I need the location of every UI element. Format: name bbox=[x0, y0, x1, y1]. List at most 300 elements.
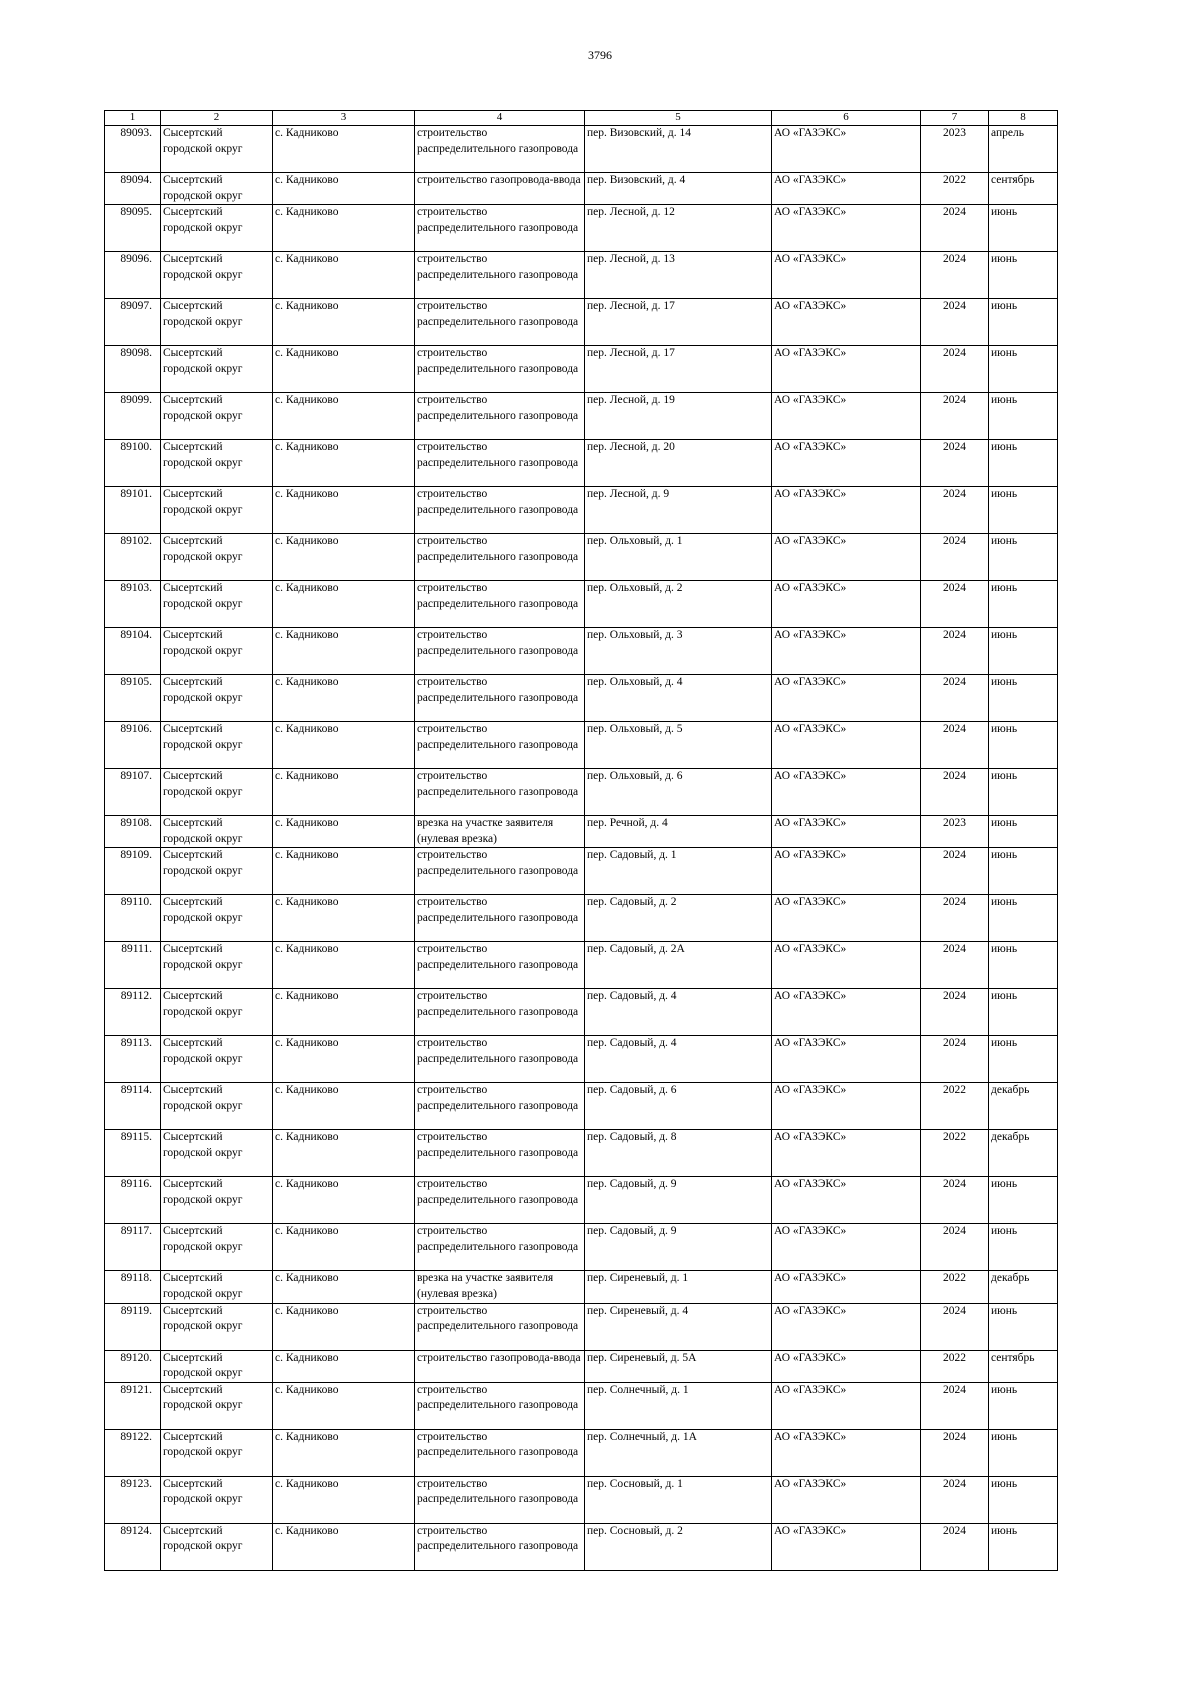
row-number-cell: 89096. bbox=[105, 252, 161, 299]
month-cell: сентябрь bbox=[989, 173, 1058, 205]
month-cell: июнь bbox=[989, 1476, 1058, 1523]
address-cell: пер. Лесной, д. 9 bbox=[585, 487, 772, 534]
year-cell: 2024 bbox=[921, 1429, 989, 1476]
year-cell: 2022 bbox=[921, 1130, 989, 1177]
row-number-cell: 89113. bbox=[105, 1036, 161, 1083]
year-cell: 2022 bbox=[921, 1350, 989, 1382]
row-number-cell: 89112. bbox=[105, 989, 161, 1036]
settlement-cell: с. Кадниково bbox=[273, 1036, 415, 1083]
municipality-cell: Сысертский городской округ bbox=[161, 393, 273, 440]
year-cell: 2024 bbox=[921, 581, 989, 628]
municipality-cell: Сысертский городской округ bbox=[161, 1130, 273, 1177]
organization-cell: АО «ГАЗЭКС» bbox=[772, 1303, 921, 1350]
work-type-cell: строительство распределительного газопровода bbox=[415, 1130, 585, 1177]
year-cell: 2024 bbox=[921, 299, 989, 346]
settlement-cell: с. Кадниково bbox=[273, 1350, 415, 1382]
page-number: 3796 bbox=[588, 48, 612, 62]
work-type-cell: строительство распределительного газопровода bbox=[415, 1476, 585, 1523]
table-row bbox=[105, 848, 1058, 895]
organization-cell: АО «ГАЗЭКС» bbox=[772, 1350, 921, 1382]
settlement-cell: с. Кадниково bbox=[273, 581, 415, 628]
column-header: 4 bbox=[415, 111, 585, 126]
settlement-cell: с. Кадниково bbox=[273, 816, 415, 848]
municipality-cell: Сысертский городской округ bbox=[161, 675, 273, 722]
row-number-cell: 89099. bbox=[105, 393, 161, 440]
settlement-cell: с. Кадниково bbox=[273, 440, 415, 487]
table-row bbox=[105, 1083, 1058, 1130]
table-row bbox=[105, 581, 1058, 628]
month-cell: июнь bbox=[989, 816, 1058, 848]
year-cell: 2024 bbox=[921, 346, 989, 393]
address-cell: пер. Солнечный, д. 1А bbox=[585, 1429, 772, 1476]
address-cell: пер. Садовый, д. 4 bbox=[585, 1036, 772, 1083]
month-cell: июнь bbox=[989, 205, 1058, 252]
address-cell: пер. Садовый, д. 9 bbox=[585, 1224, 772, 1271]
month-cell: июнь bbox=[989, 581, 1058, 628]
month-cell: июнь bbox=[989, 1177, 1058, 1224]
address-cell: пер. Садовый, д. 8 bbox=[585, 1130, 772, 1177]
organization-cell: АО «ГАЗЭКС» bbox=[772, 581, 921, 628]
address-cell: пер. Речной, д. 4 bbox=[585, 816, 772, 848]
municipality-cell: Сысертский городской округ bbox=[161, 942, 273, 989]
municipality-cell: Сысертский городской округ bbox=[161, 1476, 273, 1523]
year-cell: 2022 bbox=[921, 1271, 989, 1303]
row-number-cell: 89122. bbox=[105, 1429, 161, 1476]
work-type-cell: строительство распределительного газопровода bbox=[415, 299, 585, 346]
month-cell: июнь bbox=[989, 440, 1058, 487]
work-type-cell: врезка на участке заявителя (нулевая врезка) bbox=[415, 1271, 585, 1303]
municipality-cell: Сысертский городской округ bbox=[161, 816, 273, 848]
organization-cell: АО «ГАЗЭКС» bbox=[772, 848, 921, 895]
settlement-cell: с. Кадниково bbox=[273, 1476, 415, 1523]
municipality-cell: Сысертский городской округ bbox=[161, 848, 273, 895]
address-cell: пер. Сосновый, д. 2 bbox=[585, 1523, 772, 1570]
table-row bbox=[105, 1382, 1058, 1429]
table-row bbox=[105, 252, 1058, 299]
year-cell: 2024 bbox=[921, 848, 989, 895]
address-cell: пер. Лесной, д. 19 bbox=[585, 393, 772, 440]
year-cell: 2024 bbox=[921, 1476, 989, 1523]
organization-cell: АО «ГАЗЭКС» bbox=[772, 1083, 921, 1130]
row-number-cell: 89121. bbox=[105, 1382, 161, 1429]
row-number-cell: 89104. bbox=[105, 628, 161, 675]
organization-cell: АО «ГАЗЭКС» bbox=[772, 173, 921, 205]
month-cell: декабрь bbox=[989, 1083, 1058, 1130]
month-cell: июнь bbox=[989, 722, 1058, 769]
table-row bbox=[105, 534, 1058, 581]
table-row bbox=[105, 487, 1058, 534]
municipality-cell: Сысертский городской округ bbox=[161, 487, 273, 534]
year-cell: 2023 bbox=[921, 816, 989, 848]
settlement-cell: с. Кадниково bbox=[273, 1303, 415, 1350]
work-type-cell: строительство распределительного газопровода bbox=[415, 252, 585, 299]
municipality-cell: Сысертский городской округ bbox=[161, 126, 273, 173]
organization-cell: АО «ГАЗЭКС» bbox=[772, 1271, 921, 1303]
year-cell: 2022 bbox=[921, 1083, 989, 1130]
table-row bbox=[105, 722, 1058, 769]
row-number-cell: 89095. bbox=[105, 205, 161, 252]
municipality-cell: Сысертский городской округ bbox=[161, 628, 273, 675]
row-number-cell: 89100. bbox=[105, 440, 161, 487]
month-cell: июнь bbox=[989, 534, 1058, 581]
work-type-cell: строительство распределительного газопровода bbox=[415, 989, 585, 1036]
settlement-cell: с. Кадниково bbox=[273, 628, 415, 675]
address-cell: пер. Лесной, д. 17 bbox=[585, 299, 772, 346]
settlement-cell: с. Кадниково bbox=[273, 299, 415, 346]
settlement-cell: с. Кадниково bbox=[273, 205, 415, 252]
month-cell: июнь bbox=[989, 848, 1058, 895]
address-cell: пер. Ольховый, д. 4 bbox=[585, 675, 772, 722]
municipality-cell: Сысертский городской округ bbox=[161, 1083, 273, 1130]
table-row bbox=[105, 942, 1058, 989]
table-row bbox=[105, 675, 1058, 722]
row-number-cell: 89109. bbox=[105, 848, 161, 895]
address-cell: пер. Ольховый, д. 1 bbox=[585, 534, 772, 581]
month-cell: июнь bbox=[989, 1303, 1058, 1350]
address-cell: пер. Садовый, д. 6 bbox=[585, 1083, 772, 1130]
table-row bbox=[105, 1303, 1058, 1350]
settlement-cell: с. Кадниково bbox=[273, 722, 415, 769]
organization-cell: АО «ГАЗЭКС» bbox=[772, 1224, 921, 1271]
organization-cell: АО «ГАЗЭКС» bbox=[772, 1523, 921, 1570]
header-row bbox=[105, 111, 1058, 126]
address-cell: пер. Садовый, д. 1 bbox=[585, 848, 772, 895]
organization-cell: АО «ГАЗЭКС» bbox=[772, 1177, 921, 1224]
organization-cell: АО «ГАЗЭКС» bbox=[772, 675, 921, 722]
row-number-cell: 89115. bbox=[105, 1130, 161, 1177]
year-cell: 2024 bbox=[921, 252, 989, 299]
municipality-cell: Сысертский городской округ bbox=[161, 1523, 273, 1570]
column-header: 5 bbox=[585, 111, 772, 126]
organization-cell: АО «ГАЗЭКС» bbox=[772, 816, 921, 848]
table-row bbox=[105, 1130, 1058, 1177]
work-type-cell: строительство распределительного газопровода bbox=[415, 393, 585, 440]
table-row bbox=[105, 989, 1058, 1036]
organization-cell: АО «ГАЗЭКС» bbox=[772, 440, 921, 487]
year-cell: 2024 bbox=[921, 628, 989, 675]
table-row bbox=[105, 205, 1058, 252]
year-cell: 2024 bbox=[921, 675, 989, 722]
address-cell: пер. Сиреневый, д. 4 bbox=[585, 1303, 772, 1350]
settlement-cell: с. Кадниково bbox=[273, 1382, 415, 1429]
work-type-cell: строительство газопровода-ввода bbox=[415, 1350, 585, 1382]
settlement-cell: с. Кадниково bbox=[273, 534, 415, 581]
month-cell: июнь bbox=[989, 1382, 1058, 1429]
table-row bbox=[105, 173, 1058, 205]
table-row bbox=[105, 346, 1058, 393]
table-header bbox=[105, 111, 1058, 126]
work-type-cell: строительство распределительного газопровода bbox=[415, 126, 585, 173]
column-header: 8 bbox=[989, 111, 1058, 126]
table-row bbox=[105, 1177, 1058, 1224]
address-cell: пер. Садовый, д. 2А bbox=[585, 942, 772, 989]
municipality-cell: Сысертский городской округ bbox=[161, 1303, 273, 1350]
municipality-cell: Сысертский городской округ bbox=[161, 769, 273, 816]
year-cell: 2024 bbox=[921, 1036, 989, 1083]
organization-cell: АО «ГАЗЭКС» bbox=[772, 722, 921, 769]
address-cell: пер. Ольховый, д. 5 bbox=[585, 722, 772, 769]
month-cell: июнь bbox=[989, 346, 1058, 393]
table-row bbox=[105, 816, 1058, 848]
organization-cell: АО «ГАЗЭКС» bbox=[772, 1476, 921, 1523]
address-cell: пер. Ольховый, д. 6 bbox=[585, 769, 772, 816]
settlement-cell: с. Кадниково bbox=[273, 252, 415, 299]
row-number-cell: 89106. bbox=[105, 722, 161, 769]
organization-cell: АО «ГАЗЭКС» bbox=[772, 252, 921, 299]
settlement-cell: с. Кадниково bbox=[273, 942, 415, 989]
municipality-cell: Сысертский городской округ bbox=[161, 1350, 273, 1382]
year-cell: 2024 bbox=[921, 722, 989, 769]
row-number-cell: 89094. bbox=[105, 173, 161, 205]
year-cell: 2024 bbox=[921, 1303, 989, 1350]
column-header: 3 bbox=[273, 111, 415, 126]
work-type-cell: строительство распределительного газопровода bbox=[415, 722, 585, 769]
organization-cell: АО «ГАЗЭКС» bbox=[772, 205, 921, 252]
table-row bbox=[105, 1429, 1058, 1476]
work-type-cell: строительство распределительного газопровода bbox=[415, 1303, 585, 1350]
settlement-cell: с. Кадниково bbox=[273, 1177, 415, 1224]
work-type-cell: строительство распределительного газопровода bbox=[415, 1429, 585, 1476]
municipality-cell: Сысертский городской округ bbox=[161, 205, 273, 252]
month-cell: декабрь bbox=[989, 1130, 1058, 1177]
address-cell: пер. Сиреневый, д. 1 bbox=[585, 1271, 772, 1303]
settlement-cell: с. Кадниково bbox=[273, 173, 415, 205]
address-cell: пер. Лесной, д. 12 bbox=[585, 205, 772, 252]
settlement-cell: с. Кадниково bbox=[273, 675, 415, 722]
organization-cell: АО «ГАЗЭКС» bbox=[772, 126, 921, 173]
address-cell: пер. Лесной, д. 17 bbox=[585, 346, 772, 393]
organization-cell: АО «ГАЗЭКС» bbox=[772, 534, 921, 581]
organization-cell: АО «ГАЗЭКС» bbox=[772, 942, 921, 989]
month-cell: июнь bbox=[989, 299, 1058, 346]
table-row bbox=[105, 628, 1058, 675]
work-type-cell: строительство распределительного газопровода bbox=[415, 205, 585, 252]
table-row bbox=[105, 126, 1058, 173]
address-cell: пер. Солнечный, д. 1 bbox=[585, 1382, 772, 1429]
organization-cell: АО «ГАЗЭКС» bbox=[772, 989, 921, 1036]
address-cell: пер. Лесной, д. 13 bbox=[585, 252, 772, 299]
municipality-cell: Сысертский городской округ bbox=[161, 895, 273, 942]
work-type-cell: строительство распределительного газопровода bbox=[415, 1523, 585, 1570]
work-type-cell: строительство распределительного газопровода bbox=[415, 942, 585, 989]
column-header: 6 bbox=[772, 111, 921, 126]
address-cell: пер. Ольховый, д. 2 bbox=[585, 581, 772, 628]
municipality-cell: Сысертский городской округ bbox=[161, 722, 273, 769]
address-cell: пер. Лесной, д. 20 bbox=[585, 440, 772, 487]
row-number-cell: 89097. bbox=[105, 299, 161, 346]
organization-cell: АО «ГАЗЭКС» bbox=[772, 1429, 921, 1476]
work-type-cell: строительство распределительного газопровода bbox=[415, 628, 585, 675]
work-type-cell: строительство распределительного газопровода bbox=[415, 1083, 585, 1130]
row-number-cell: 89105. bbox=[105, 675, 161, 722]
organization-cell: АО «ГАЗЭКС» bbox=[772, 299, 921, 346]
month-cell: декабрь bbox=[989, 1271, 1058, 1303]
year-cell: 2024 bbox=[921, 769, 989, 816]
table-row bbox=[105, 1036, 1058, 1083]
month-cell: июнь bbox=[989, 769, 1058, 816]
row-number-cell: 89120. bbox=[105, 1350, 161, 1382]
settlement-cell: с. Кадниково bbox=[273, 895, 415, 942]
work-type-cell: строительство распределительного газопровода bbox=[415, 769, 585, 816]
year-cell: 2024 bbox=[921, 487, 989, 534]
municipality-cell: Сысертский городской округ bbox=[161, 173, 273, 205]
organization-cell: АО «ГАЗЭКС» bbox=[772, 895, 921, 942]
row-number-cell: 89098. bbox=[105, 346, 161, 393]
address-cell: пер. Визовский, д. 14 bbox=[585, 126, 772, 173]
column-header: 1 bbox=[105, 111, 161, 126]
table-row bbox=[105, 769, 1058, 816]
row-number-cell: 89101. bbox=[105, 487, 161, 534]
row-number-cell: 89117. bbox=[105, 1224, 161, 1271]
address-cell: пер. Садовый, д. 2 bbox=[585, 895, 772, 942]
row-number-cell: 89114. bbox=[105, 1083, 161, 1130]
municipality-cell: Сысертский городской округ bbox=[161, 346, 273, 393]
work-type-cell: строительство распределительного газопровода bbox=[415, 675, 585, 722]
year-cell: 2024 bbox=[921, 393, 989, 440]
settlement-cell: с. Кадниково bbox=[273, 346, 415, 393]
month-cell: апрель bbox=[989, 126, 1058, 173]
month-cell: июнь bbox=[989, 393, 1058, 440]
year-cell: 2024 bbox=[921, 205, 989, 252]
work-type-cell: строительство распределительного газопровода bbox=[415, 487, 585, 534]
work-type-cell: строительство распределительного газопровода bbox=[415, 895, 585, 942]
row-number-cell: 89116. bbox=[105, 1177, 161, 1224]
municipality-cell: Сысертский городской округ bbox=[161, 581, 273, 628]
municipality-cell: Сысертский городской округ bbox=[161, 1177, 273, 1224]
table-row bbox=[105, 299, 1058, 346]
municipality-cell: Сысертский городской округ bbox=[161, 440, 273, 487]
work-type-cell: строительство распределительного газопровода bbox=[415, 848, 585, 895]
table-row bbox=[105, 1523, 1058, 1570]
row-number-cell: 89123. bbox=[105, 1476, 161, 1523]
year-cell: 2022 bbox=[921, 173, 989, 205]
work-type-cell: строительство распределительного газопровода bbox=[415, 534, 585, 581]
settlement-cell: с. Кадниково bbox=[273, 989, 415, 1036]
address-cell: пер. Сосновый, д. 1 bbox=[585, 1476, 772, 1523]
month-cell: июнь bbox=[989, 675, 1058, 722]
settlement-cell: с. Кадниково bbox=[273, 1130, 415, 1177]
row-number-cell: 89093. bbox=[105, 126, 161, 173]
table-row bbox=[105, 440, 1058, 487]
column-header: 7 bbox=[921, 111, 989, 126]
settlement-cell: с. Кадниково bbox=[273, 1083, 415, 1130]
month-cell: июнь bbox=[989, 942, 1058, 989]
table-row bbox=[105, 1271, 1058, 1303]
table-body bbox=[105, 126, 1058, 1571]
month-cell: июнь bbox=[989, 1036, 1058, 1083]
address-cell: пер. Визовский, д. 4 bbox=[585, 173, 772, 205]
row-number-cell: 89124. bbox=[105, 1523, 161, 1570]
work-type-cell: строительство распределительного газопровода bbox=[415, 346, 585, 393]
organization-cell: АО «ГАЗЭКС» bbox=[772, 393, 921, 440]
table-row bbox=[105, 393, 1058, 440]
municipality-cell: Сысертский городской округ bbox=[161, 1382, 273, 1429]
month-cell: июнь bbox=[989, 252, 1058, 299]
work-type-cell: строительство распределительного газопровода bbox=[415, 440, 585, 487]
year-cell: 2024 bbox=[921, 895, 989, 942]
address-cell: пер. Садовый, д. 9 bbox=[585, 1177, 772, 1224]
settlement-cell: с. Кадниково bbox=[273, 1271, 415, 1303]
address-cell: пер. Садовый, д. 4 bbox=[585, 989, 772, 1036]
municipality-cell: Сысертский городской округ bbox=[161, 1224, 273, 1271]
year-cell: 2024 bbox=[921, 942, 989, 989]
row-number-cell: 89110. bbox=[105, 895, 161, 942]
organization-cell: АО «ГАЗЭКС» bbox=[772, 1036, 921, 1083]
organization-cell: АО «ГАЗЭКС» bbox=[772, 1382, 921, 1429]
year-cell: 2024 bbox=[921, 534, 989, 581]
municipality-cell: Сысертский городской округ bbox=[161, 1036, 273, 1083]
table-row bbox=[105, 1224, 1058, 1271]
address-cell: пер. Сиреневый, д. 5А bbox=[585, 1350, 772, 1382]
month-cell: сентябрь bbox=[989, 1350, 1058, 1382]
work-type-cell: строительство газопровода-ввода bbox=[415, 173, 585, 205]
row-number-cell: 89103. bbox=[105, 581, 161, 628]
month-cell: июнь bbox=[989, 1224, 1058, 1271]
year-cell: 2024 bbox=[921, 440, 989, 487]
year-cell: 2024 bbox=[921, 1523, 989, 1570]
settlement-cell: с. Кадниково bbox=[273, 126, 415, 173]
row-number-cell: 89111. bbox=[105, 942, 161, 989]
work-type-cell: врезка на участке заявителя (нулевая врезка) bbox=[415, 816, 585, 848]
municipality-cell: Сысертский городской округ bbox=[161, 1429, 273, 1476]
month-cell: июнь bbox=[989, 989, 1058, 1036]
month-cell: июнь bbox=[989, 487, 1058, 534]
table-row bbox=[105, 895, 1058, 942]
settlement-cell: с. Кадниково bbox=[273, 393, 415, 440]
address-cell: пер. Ольховый, д. 3 bbox=[585, 628, 772, 675]
settlement-cell: с. Кадниково bbox=[273, 1429, 415, 1476]
organization-cell: АО «ГАЗЭКС» bbox=[772, 487, 921, 534]
municipality-cell: Сысертский городской округ bbox=[161, 534, 273, 581]
settlement-cell: с. Кадниково bbox=[273, 769, 415, 816]
year-cell: 2024 bbox=[921, 1177, 989, 1224]
municipality-cell: Сысертский городской округ bbox=[161, 299, 273, 346]
table-row bbox=[105, 1476, 1058, 1523]
column-header: 2 bbox=[161, 111, 273, 126]
gasification-table bbox=[104, 110, 1058, 1571]
year-cell: 2024 bbox=[921, 989, 989, 1036]
settlement-cell: с. Кадниково bbox=[273, 1224, 415, 1271]
municipality-cell: Сысертский городской округ bbox=[161, 1271, 273, 1303]
work-type-cell: строительство распределительного газопровода bbox=[415, 1036, 585, 1083]
organization-cell: АО «ГАЗЭКС» bbox=[772, 1130, 921, 1177]
organization-cell: АО «ГАЗЭКС» bbox=[772, 346, 921, 393]
work-type-cell: строительство распределительного газопровода bbox=[415, 1382, 585, 1429]
month-cell: июнь bbox=[989, 1523, 1058, 1570]
table-row bbox=[105, 1350, 1058, 1382]
municipality-cell: Сысертский городской округ bbox=[161, 989, 273, 1036]
organization-cell: АО «ГАЗЭКС» bbox=[772, 769, 921, 816]
row-number-cell: 89118. bbox=[105, 1271, 161, 1303]
year-cell: 2023 bbox=[921, 126, 989, 173]
settlement-cell: с. Кадниково bbox=[273, 487, 415, 534]
row-number-cell: 89107. bbox=[105, 769, 161, 816]
work-type-cell: строительство распределительного газопровода bbox=[415, 581, 585, 628]
row-number-cell: 89108. bbox=[105, 816, 161, 848]
year-cell: 2024 bbox=[921, 1382, 989, 1429]
month-cell: июнь bbox=[989, 895, 1058, 942]
work-type-cell: строительство распределительного газопровода bbox=[415, 1177, 585, 1224]
settlement-cell: с. Кадниково bbox=[273, 1523, 415, 1570]
row-number-cell: 89119. bbox=[105, 1303, 161, 1350]
municipality-cell: Сысертский городской округ bbox=[161, 252, 273, 299]
row-number-cell: 89102. bbox=[105, 534, 161, 581]
month-cell: июнь bbox=[989, 1429, 1058, 1476]
year-cell: 2024 bbox=[921, 1224, 989, 1271]
organization-cell: АО «ГАЗЭКС» bbox=[772, 628, 921, 675]
work-type-cell: строительство распределительного газопровода bbox=[415, 1224, 585, 1271]
month-cell: июнь bbox=[989, 628, 1058, 675]
